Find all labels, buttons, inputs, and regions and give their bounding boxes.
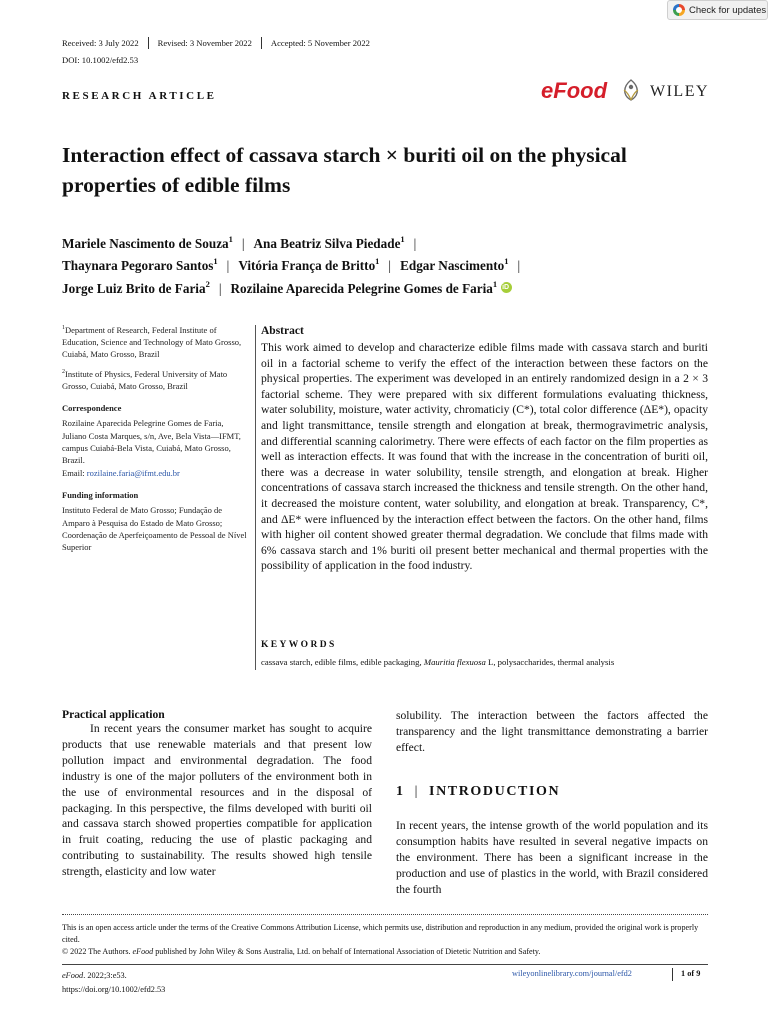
- correspondence-heading: Correspondence: [62, 403, 122, 414]
- author-name[interactable]: Mariele Nascimento de Souza$^1$: [62, 234, 233, 251]
- author-line-3: Jorge Luiz Brito de Faria$^2$ | Rozilaine Aparecida Pelegrine Gomes de Faria$^1$iD: [62, 274, 512, 299]
- keywords-heading: KEYWORDS: [261, 640, 337, 650]
- author-name[interactable]: Jorge Luiz Brito de Faria$^2$: [62, 279, 210, 296]
- wiley-logo: WILEY: [650, 83, 710, 100]
- divider: [148, 37, 149, 49]
- author-name[interactable]: Rozilaine Aparecida Pelegrine Gomes de Faria$^1$: [230, 279, 498, 296]
- revised-date: Revised: 3 November 2022: [157, 38, 252, 48]
- introduction-text: In recent years, the intense growth of the world population and its consumption habits have resulted in several negative impacts on the environment. There has been a significant increase in the production and use of plastics in the world, with Brazil considered the fourth: [396, 819, 708, 896]
- abstract-heading: Abstract: [261, 325, 304, 337]
- license-text: This is an open access article under the terms of the Creative Commons Attribution License, which permits use, distribution and reproduction in any medium, provided the original work is properly cited. © 2022 The Authors. eFood published by John Wiley & Sons Australia, Ltd. on behalf of International Association of Dietetic Nutrition and Safety.: [62, 923, 699, 956]
- footer-citation: eFood. 2022;3:e53. https://doi.org/10.1002/efd2.53: [62, 969, 165, 996]
- keywords-text: cassava starch, edible films, edible packaging, Mauritia flexuosa L, polysaccharides, thermal analysis: [261, 657, 615, 667]
- affiliation-2: $^2$Institute of Physics, Federal University of Mato Grosso, Cuiabá, Mato Grosso, Brazil: [62, 368, 228, 391]
- crossmark-icon: [673, 4, 685, 16]
- practical-application-continued: solubility. The interaction between the factors affected the transparency and the light transmittance demonstrating a barrier effect.: [396, 709, 708, 754]
- correspondence-text: Rozilaine Aparecida Pelegrine Gomes de Faria, Juliano Costa Marques, s/n, Ave, Bela Vista—IFMT, campus Cuiabá-Bela Vista, Cuiabá, Mato Grosso, Brazil. Email: rozilaine.faria@ifmt.edu.br: [62, 418, 241, 478]
- society-emblem-icon: [620, 78, 642, 102]
- author-name[interactable]: Vitória França de Britto$^1$: [238, 256, 380, 273]
- check-for-updates-button[interactable]: [667, 0, 768, 20]
- article-title: Interaction effect of cassava starch × buriti oil on the physical properties of edible films: [62, 143, 627, 197]
- practical-application-heading: Practical application: [62, 708, 165, 721]
- funding-heading: Funding information: [62, 489, 139, 500]
- footer-doi-link[interactable]: https://doi.org/10.1002/efd2.53: [62, 984, 166, 994]
- sidebar-divider: [255, 325, 256, 670]
- check-for-updates-label: Check for updates: [689, 4, 767, 16]
- efood-logo: [541, 78, 607, 104]
- footer-divider: [62, 964, 708, 965]
- correspondence-email-link[interactable]: rozilaine.faria@ifmt.edu.br: [86, 467, 180, 478]
- author-name[interactable]: Ana Beatriz Silva Piedade$^1$: [253, 234, 405, 251]
- received-date: Received: 3 July 2022: [62, 38, 139, 48]
- orcid-icon[interactable]: [501, 282, 512, 293]
- doi-text: DOI: 10.1002/efd2.53: [62, 55, 139, 65]
- affiliation-1: $^1$Department of Research, Federal Institute of Education, Science and Technology of Mato Grosso, Cuiabá, Mato Grosso, Brazil: [62, 324, 242, 360]
- abstract-text: This work aimed to develop and characterize edible films made with cassava starch and buriti oil in a factorial scheme to verify the effect of the interaction between these factors on the physical properties. The experiment was developed in an entirely randomized design in a 2 × 3 factorial scheme. They were prepared with six different formulations evaluating thickness, water solubility, moisture, water activity, chromaticiy (C*), total color difference (ΔE*), opacity and light transmittance, tensile strength and elongation at break, thermogravimetric analysis, and differential scanning calorimetry. There were effects of each factor on the film properties as well as interaction effects. It was found that with the increase in the concentration of buriti oil, there was a decrease in water solubility, tensile strength, and elongation at break. Higher concentrations of cassava starch increased the thickness and tensile strength. On the other hand, it decreased the moisture content, water solubility, and elongation at break. Transparency, C*, and ΔE* were influenced by the interaction effect between the factors. On the other hand, films with higher oil content showed greater thermal degradation. We conclude that films made with 6% cassava starch and 1% buriti oil present better mechanical and thermal properties with the possibility of application in the food industry.: [261, 341, 708, 573]
- author-name[interactable]: Thaynara Pegoraro Santos$^1$: [62, 256, 218, 273]
- journal-site-link[interactable]: wileyonlinelibrary.com/journal/efd2: [512, 969, 632, 978]
- footer-separator: [672, 968, 673, 981]
- funding-text: Instituto Federal de Mato Grosso; Fundação de Amparo à Pesquisa do Estado de Mato Grosso; Coordenação de Aperfeiçoamento de Pessoal de Nível Superior: [62, 505, 247, 553]
- license-divider: [62, 914, 708, 915]
- divider: [261, 37, 262, 49]
- article-type: RESEARCH ARTICLE: [62, 90, 217, 102]
- author-line-1: Mariele Nascimento de Souza$^1$ | Ana Beatriz Silva Piedade$^1$ |: [62, 234, 417, 251]
- introduction-heading: 1 | INTRODUCTION: [396, 784, 561, 799]
- practical-application-text: In recent years the consumer market has sought to acquire products that use renewable materials and that present low pollution impact and environmental degradation. The food industry is one of the major polluters of the environment both in the use of environmental resources and in the disposal of packaging. In this perspective, the films developed with buriti oil and cassava starch showed properties compatible for application in fruit coating, reducing the use of plastic packaging and contributing to sustainability. The results showed high tensile strength, elasticity and low water: [62, 722, 372, 879]
- page-number: 1 of 9: [681, 969, 701, 978]
- article-dates: [62, 37, 370, 49]
- author-name[interactable]: Edgar Nascimento$^1$: [400, 256, 509, 273]
- efood-logo-e: e: [541, 78, 554, 103]
- accepted-date: Accepted: 5 November 2022: [270, 38, 370, 48]
- article-sidebar: [62, 322, 248, 558]
- efood-logo-food: Food: [553, 78, 608, 103]
- author-line-2: Thaynara Pegoraro Santos$^1$ | Vitória França de Britto$^1$ | Edgar Nascimento$^1$ |: [62, 256, 521, 273]
